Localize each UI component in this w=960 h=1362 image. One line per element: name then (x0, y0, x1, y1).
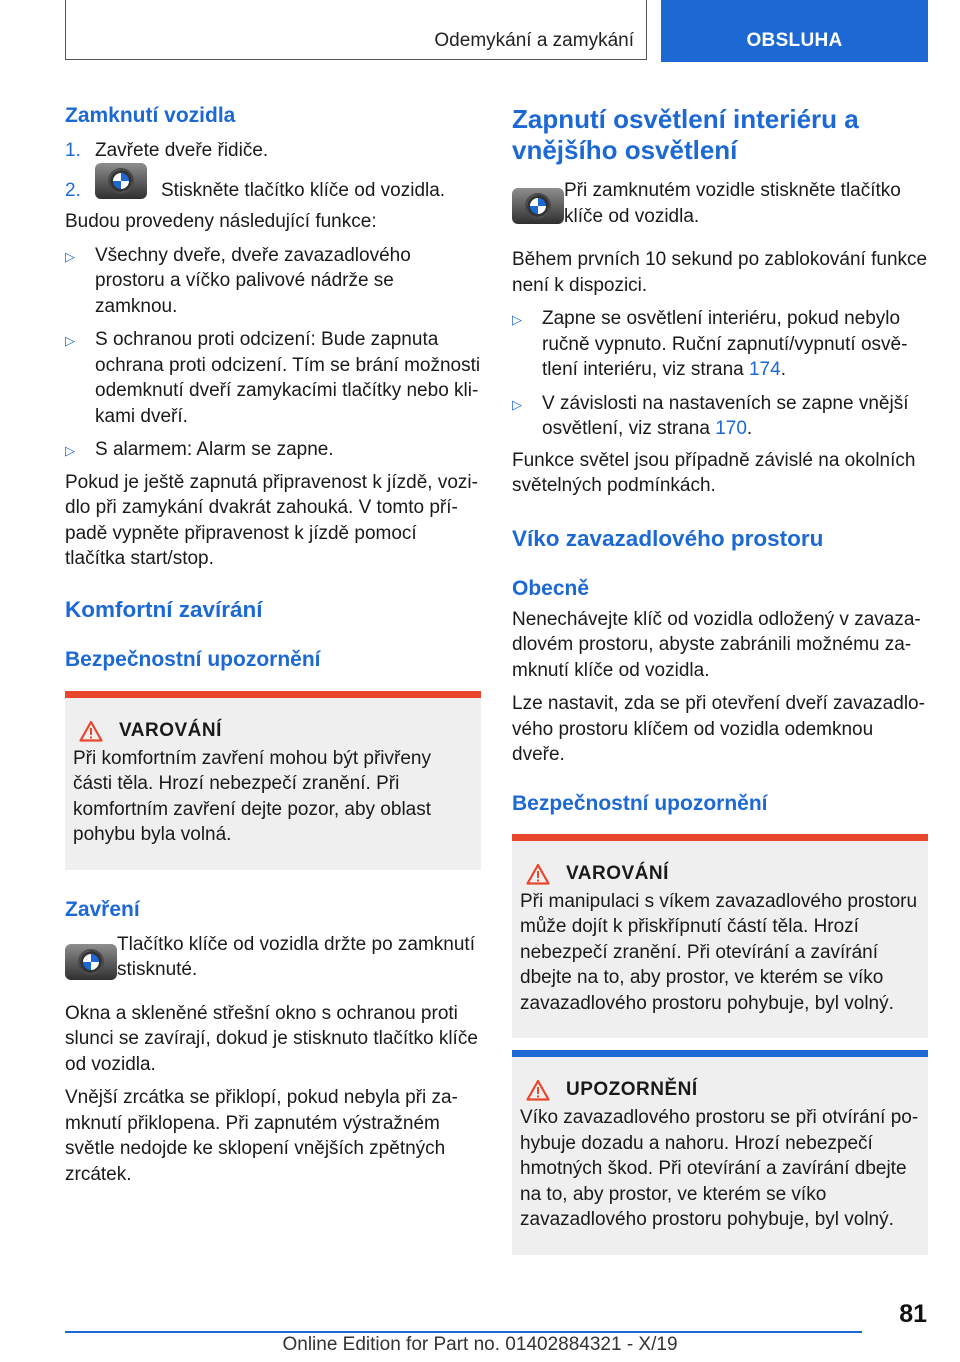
left-column (65, 100, 481, 1187)
list-item: ▷ S ochranou proti odcizení: Bude zapnuta ochrana proti odcizení. Tím se brání možnosti odemknutí dveří zamykacími tlačítky nebo klikami dveří. (65, 327, 481, 429)
warning-text: Při manipulaci s víkem zavazadlového prostoru může dojít k přiskřípnutí částí těla. Hrozí nebezpečí zranění. Při otevírání a zavírání dbejte na to, aby prostor, ve kterém se víko zavazadlového prostoru pohybuje, byl volný. (520, 890, 918, 1014)
para-ready: Pokud je ještě zapnutá připravenost k jízdě, vozidlo při zamykání dvakrát zahouká. V tomto případě vypněte připravenost k jízdě pomocí tlačítka start/stop. (65, 471, 478, 569)
warning-box (65, 691, 481, 870)
heading-safety: Bezpečnostní upozornění (65, 647, 321, 671)
close-instruction: Tlačítko klíče od vozidla držte po zamknutí stisknuté. (65, 932, 481, 983)
step-1: 1. Zavřete dveře řidiče. (65, 140, 269, 161)
functions-intro: Budou provedeny následující funkce: (65, 211, 377, 232)
chapter-tab (661, 0, 928, 62)
list-item: ▷ V závislosti na nastaveních se zapne vnější osvětlení, viz strana 170. (512, 391, 928, 442)
page-link[interactable]: 170 (715, 418, 747, 439)
para-10s: Během prvních 10 sekund po zablokování funkce není k dispozici. (512, 249, 928, 296)
warning-label: VAROVÁNÍ (566, 862, 669, 884)
para-nokey: Nenechávejte klíč od vozidla odložený v zavazadlovém prostoru, abyste zabránili možnému zamknutí klíče od vozidla. (512, 608, 921, 681)
para-dependent: Funkce světel jsou případně závislé na okolních světelných podmínkách. (512, 449, 916, 496)
warning-label: VAROVÁNÍ (119, 719, 222, 741)
para-windows: Okna a skleněné střešní okno s ochranou proti slunci se zavírají, dokud je stisknuto tlačítko klíče od vozidla. (65, 1002, 478, 1075)
heading-trunk: Víko zavazadlového prostoru (512, 525, 824, 551)
notice-box (512, 1050, 928, 1255)
para-setting: Lze nastavit, zda se při otevření dveří zavazadlového prostoru klíčem od vozidla odemknou dveře. (512, 693, 925, 765)
bullet-triangle-icon: ▷ (65, 333, 75, 348)
footer-edition: Online Edition for Part no. 01402884321 - X/19 (282, 1334, 678, 1355)
page-number: 81 (899, 1300, 927, 1328)
page-link[interactable]: 174 (748, 359, 781, 380)
right-column (512, 100, 928, 1255)
bullet-triangle-icon: ▷ (512, 396, 522, 412)
notice-label: UPOZORNĚNÍ (566, 1079, 698, 1100)
heading-comfort: Komfortní zavírání (65, 596, 263, 622)
step-2: 2. Stiskněte tlačítko klíče od vozidla. (65, 178, 481, 204)
key-remote-icon (95, 163, 147, 199)
bullet-triangle-icon: ▷ (65, 443, 75, 458)
key-remote-icon (512, 188, 564, 224)
heading-safety-trunk: Bezpečnostní upozornění (512, 791, 768, 815)
heading-close: Zavření (65, 897, 140, 921)
warning-triangle-icon (79, 720, 103, 742)
notice-text: Víko zavazadlového prostoru se při otvírání pohybuje dozadu a nahoru. Hrozí nebezpečí hmotných škod. Při otevírání a zavírání dbejte na to, aby prostor, ve kterém se víko zavazadlového prostoru pohybuje, byl volný. (520, 1107, 919, 1230)
heading-lock: Zamknutí vozidla (65, 104, 236, 127)
warning-triangle-icon (526, 1079, 550, 1101)
lights-instruction: Při zamknutém vozidle stiskněte tlačítko klíče od vozidla. (512, 178, 928, 229)
warning-box (512, 834, 928, 1039)
bullet-triangle-icon: ▷ (512, 312, 522, 327)
warning-triangle-icon (526, 863, 550, 885)
key-remote-icon (65, 944, 117, 980)
footer-divider (65, 1331, 862, 1333)
section-title: Odemykání a zamykání (434, 30, 634, 51)
bullet-triangle-icon: ▷ (65, 248, 75, 264)
heading-general: Obecně (512, 576, 590, 600)
list-item: ▷ Zapne se osvětlení interiéru, pokud nebylo ručně vypnuto. Ruční zapnutí/vypnutí osvětlení interiéru, viz strana 174. (512, 306, 928, 383)
para-mirrors: Vnější zrcátka se přiklopí, pokud nebyla při zamknutí přiklopena. Při zapnutém výstražném světle nedojde ke sklopení vnějších zpětných zrcátek. (65, 1087, 458, 1185)
section-tab (65, 0, 647, 60)
page-header (65, 0, 928, 62)
chapter-title: OBSLUHA (746, 30, 843, 51)
list-item: ▷ S alarmem: Alarm se zapne. (65, 437, 481, 464)
heading-lights: Zapnutí osvětlení interiéru a vnějšího osvětlení (512, 104, 859, 165)
warning-text: Při komfortním zavření mohou být přivřeny části těla. Hrozí nebezpečí zranění. Při komfortním zavření dejte pozor, aby oblast pohybu byla volná. (73, 747, 432, 845)
list-item: ▷ Všechny dveře, dveře zavazadlového prostoru a víčko palivové nádrže se zamknou. (65, 243, 481, 320)
